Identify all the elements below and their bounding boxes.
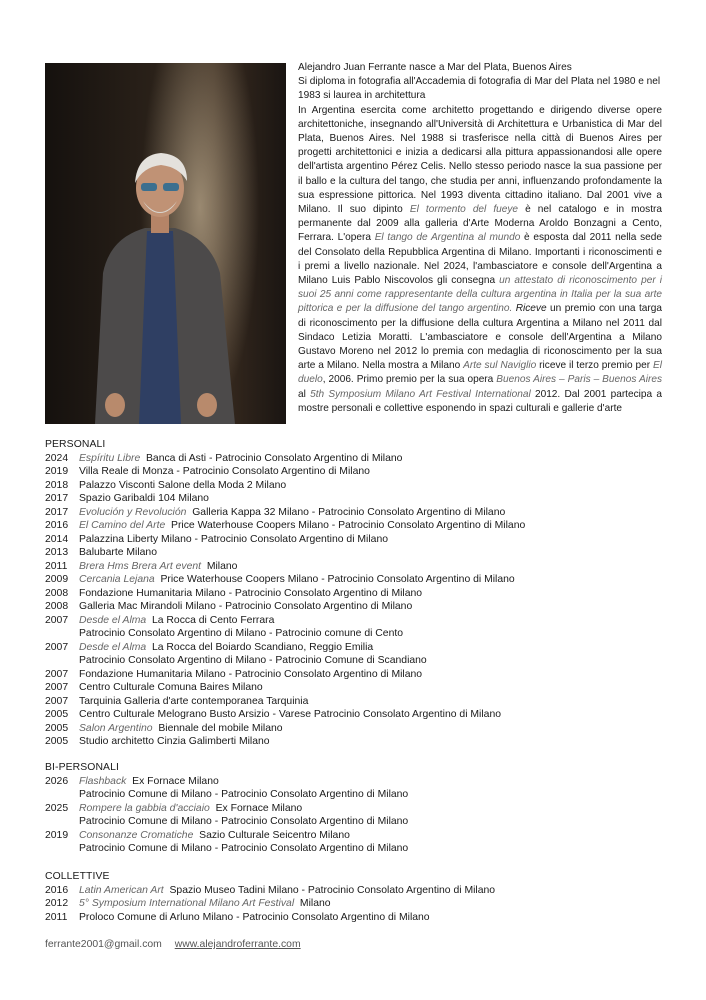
exhibition-year: 2012 [45,898,69,909]
exhibition-details [79,884,495,898]
exhibition-year: 2018 [45,479,69,491]
biography [298,61,662,416]
exhibition-title: Consonanze Cromatiche [79,829,194,841]
exhibition-row [45,627,525,641]
bio-text: Riceve [512,303,547,315]
exhibition-year: 2017 [45,493,69,504]
artwork-title: El duelo [298,360,662,386]
exhibition-title: Flashback [79,775,127,787]
contact-footer [45,939,301,950]
artist-figure [75,143,245,424]
section-bipersonali [45,761,408,856]
section-collettive [45,870,495,924]
exhibition-details [79,722,283,736]
exhibition-details [79,655,427,666]
exhibition-venue: Villa Reale di Monza - Patrocinio Consolato Argentino di Milano [79,466,370,477]
exhibition-year: 2007 [45,614,69,626]
exhibition-year: 2019 [45,466,69,477]
bio-career [298,104,662,416]
exhibition-row [45,708,525,722]
exhibition-row [45,614,525,628]
exhibition-title: 5° Symposium International Milano Art Festival [79,898,295,909]
artist-portrait-photo [45,63,286,424]
exhibition-row [45,560,525,574]
exhibition-details [79,843,408,854]
exhibition-venue: Banca di Asti - Patrocinio Consolato Argentino di Milano [146,452,403,464]
exhibition-title: Latin American Art [79,884,164,896]
exhibition-row [45,546,525,560]
exhibition-venue: Ex Fornace Milano [215,802,303,814]
exhibition-title: Espíritu Libre [79,452,141,464]
exhibition-row [45,681,525,695]
bio-text: al [298,388,311,400]
section-title: COLLETTIVE [45,871,110,882]
award-citation: un attestato di riconoscimento per i suoi 25 anni come rappresentante della cultura argentina in Italia per la sua arte pittorica e per la diffusione del tango argentino. [298,275,662,315]
artwork-title: El tango de Argentina al mundo [374,232,521,244]
exhibition-row [45,479,525,493]
exhibition-year: 2007 [45,682,69,693]
exhibition-year: 2005 [45,736,69,747]
exhibition-year: 2016 [45,884,69,896]
bio-birth: Alejandro Juan Ferrante nasce a Mar del Plata, Buenos Aires [298,62,572,73]
exhibition-details [79,587,422,601]
exhibition-year: 2007 [45,695,69,707]
exhibition-year: 2011 [45,911,68,923]
exhibition-venue: Sazio Culturale Seicentro Milano [199,829,350,841]
exhibition-details [79,560,237,574]
bio-text: riceve il terzo premio per [536,360,654,372]
exhibition-venue: Price Waterhouse Coopers Milano - Patrocinio Consolato Argentino di Milano [171,520,526,531]
exhibition-row [45,884,495,898]
exhibition-year: 2025 [45,802,69,814]
exhibition-venue: Fondazione Humanitaria Milano - Patrocinio Consolato Argentino di Milano [79,668,423,680]
exhibition-venue: Spazio Museo Tadini Milano - Patrocinio Consolato Argentino di Milano [169,884,496,896]
artwork-title: El tormento del fueye [409,204,519,216]
exhibition-year: 2014 [45,533,69,545]
exhibition-details [79,775,219,789]
exhibition-row [45,492,525,506]
exhibition-row [45,506,525,520]
exhibition-venue: Ex Fornace Milano [132,775,219,787]
exhibition-details [79,628,403,639]
exhibition-year: 2017 [45,506,69,518]
exhibition-row [45,829,408,843]
exhibition-row [45,815,408,829]
exhibition-title: Evolución y Revolución [79,506,187,518]
exhibition-list [45,884,495,925]
exhibition-venue: Fondazione Humanitaria Milano - Patrocinio Consolato Argentino di Milano [79,587,423,599]
exhibition-row [45,654,525,668]
bio-text: è nel catalogo e in mostra permanente dal 2009 alla galleria d'Arte Moderna Aroldo Bonzagni a Cento, Ferrara. L'opera [298,204,663,244]
exhibition-row [45,897,495,911]
bio-education: Si diploma in fotografia all'Accademia di fotografia di Mar del Plata nel 1980 e nel 1983 si laurea in architettura [298,76,661,102]
exhibition-year: 2026 [45,775,69,787]
artwork-title: Buenos Aires – Paris – Buenos Aires [496,374,663,386]
exhibition-venue: Palazzina Liberty Milano - Patrocinio Consolato Argentino di Milano [79,533,388,545]
exhibition-venue: Milano [299,898,331,909]
exhibition-title: Brera Hms Brera Art event [79,560,202,572]
exhibition-details [79,519,525,533]
exhibition-details [79,641,373,655]
event-title: 5th Symposium Milano Art Festival International [310,388,531,400]
exhibition-details [79,897,331,911]
bio-text: un premio con una targa di riconoscimento per la diffusione della cultura Argentina a Milano nel 2011 dal Sindaco Letizia Moratti. L'ambasciatore e console dell'Argentina a Milano Gustavo Moreno nel 2012 lo premia con medaglia di riconoscimento per la sua arte a Milano. Nella mostra a Milano [298,303,662,372]
exhibition-row [45,573,525,587]
section-title: BI-PERSONALI [45,762,119,773]
exhibition-title: Rompere la gabbia d'acciaio [79,802,210,814]
exhibition-title: Arte sul Naviglio [463,360,537,372]
exhibition-venue: Centro Culturale Comuna Baires Milano [79,682,263,693]
exhibition-venue: Biennale del mobile Milano [158,722,283,734]
exhibition-venue: Patrocinio Comune di Milano - Patrocinio Consolato Argentino di Milano [79,843,409,854]
exhibition-row [45,775,408,789]
exhibition-year: 2008 [45,587,69,599]
website-link[interactable]: www.alejandroferrante.com [174,939,301,950]
exhibition-year: 2005 [45,722,69,734]
exhibition-details [79,492,209,506]
exhibition-details [79,695,308,709]
exhibition-row [45,519,525,533]
section-title: PERSONALI [45,439,106,450]
exhibition-title: Desde el Alma [79,641,147,653]
exhibition-venue: Spazio Garibaldi 104 Milano [79,493,209,504]
exhibition-details [79,789,408,800]
exhibition-details [79,708,501,722]
exhibition-details [79,816,408,827]
exhibition-row [45,465,525,479]
exhibition-details [79,600,412,614]
exhibition-year: 2013 [45,547,69,558]
exhibition-title: Salon Argentino [79,722,153,734]
exhibition-venue: Balubarte Milano [79,547,157,558]
bio-text: , 2006. Primo premio per la sua opera [322,374,497,386]
exhibition-details [79,533,388,547]
exhibition-row [45,735,525,749]
exhibition-year: 2024 [45,452,69,464]
exhibition-row [45,587,525,601]
exhibition-row [45,452,525,466]
email-link[interactable]: ferrante2001@gmail.com [45,939,162,950]
exhibition-list [45,452,525,749]
bio-text: 2012. Dal 2001 partecipa a mostre personali e collettive esponendo in spazi culturali e gallerie d'arte [298,388,662,414]
exhibition-details [79,506,505,520]
section-personali [45,438,525,749]
exhibition-venue: Milano [206,560,238,572]
exhibition-venue: Studio architetto Cinzia Galimberti Milano [79,736,270,747]
exhibition-venue: Proloco Comune di Arluno Milano - Patrocinio Consolato Argentino di Milano [79,911,430,923]
exhibition-venue: Patrocinio Comune di Milano - Patrocinio Consolato Argentino di Milano [79,789,409,800]
exhibition-venue: La Rocca di Cento Ferrara [151,614,275,626]
exhibition-venue: Patrocinio Consolato Argentino di Milano - Patrocinio comune di Cento [79,628,404,639]
exhibition-venue: Galleria Kappa 32 Milano - Patrocinio Consolato Argentino di Milano [192,506,506,518]
exhibition-year: 2005 [45,709,69,720]
exhibition-year: 2007 [45,641,69,653]
exhibition-year: 2009 [45,574,69,585]
exhibition-year: 2016 [45,520,69,531]
exhibition-details [79,546,157,560]
exhibition-venue: Tarquinia Galleria d'arte contemporanea Tarquinia [79,695,309,707]
exhibition-year: 2011 [45,560,68,572]
exhibition-details [79,573,515,587]
exhibition-details [79,614,274,628]
exhibition-details [79,668,422,682]
exhibition-details [79,465,370,479]
exhibition-venue: Price Waterhouse Coopers Milano - Patrocinio Consolato Argentino di Milano [160,574,515,585]
exhibition-details [79,911,430,925]
exhibition-venue: Centro Culturale Melograno Busto Arsizio - Varese Patrocinio Consolato Argentino di Milano [79,709,502,720]
exhibition-list [45,775,408,856]
exhibition-row [45,668,525,682]
exhibition-row [45,788,408,802]
exhibition-details [79,735,270,749]
exhibition-row [45,722,525,736]
bio-text: è esposta dal 2011 nella sede del Consolato della Repubblica Argentina di Milano. Importanti i riconoscimenti e i premi a livello nazionale. Nel 2024, l'ambasciatore e console dell'Argentina a Milano Luis Pablo Niscovolos gli consegna [298,232,662,287]
exhibition-row [45,842,408,856]
exhibition-year: 2019 [45,829,69,841]
exhibition-year: 2007 [45,668,69,680]
bio-text: In Argentina esercita come architetto progettando e dirigendo diverse opere architettoniche, insegnando all'Università di Architettura e Urbanistica di Mar del Plata, Buenos Aires. Nel 1988 si trasferisce nella città di Buenos Aires per progetti architettonici e inizia a dedicarsi alla pittura appassionandosi alle opere dell'artista argentino Pérez Celis. Nello stesso periodo nasce la sua passione per il ballo e la cultura del tango, che studia per anni, influenzando profondamente la sua espressione pittorica. Nel 1993 diventa cittadino italiano. Dal 2001 vive a Milano. Il suo dipinto [298,104,662,216]
exhibition-row [45,641,525,655]
exhibition-row [45,695,525,709]
exhibition-details [79,829,350,843]
exhibition-details [79,452,402,466]
exhibition-title: Cercania Lejana [79,574,155,585]
exhibition-details [79,802,302,816]
exhibition-details [79,681,263,695]
exhibition-title: Desde el Alma [79,614,147,626]
exhibition-venue: Patrocinio Comune di Milano - Patrocinio Consolato Argentino di Milano [79,816,409,827]
exhibition-row [45,911,495,925]
exhibition-details [79,479,286,493]
exhibition-venue: Palazzo Visconti Salone della Moda 2 Milano [79,479,287,491]
exhibition-venue: Galleria Mac Mirandoli Milano - Patrocinio Consolato Argentino di Milano [79,601,413,612]
exhibition-venue: La Rocca del Boiardo Scandiano, Reggio Emilia [151,641,374,653]
exhibition-year: 2008 [45,601,69,612]
exhibition-venue: Patrocinio Consolato Argentino di Milano - Patrocinio Comune di Scandiano [79,655,427,666]
exhibition-title: El Camino del Arte [79,520,166,531]
exhibition-row [45,802,408,816]
exhibition-row [45,600,525,614]
exhibition-row [45,533,525,547]
